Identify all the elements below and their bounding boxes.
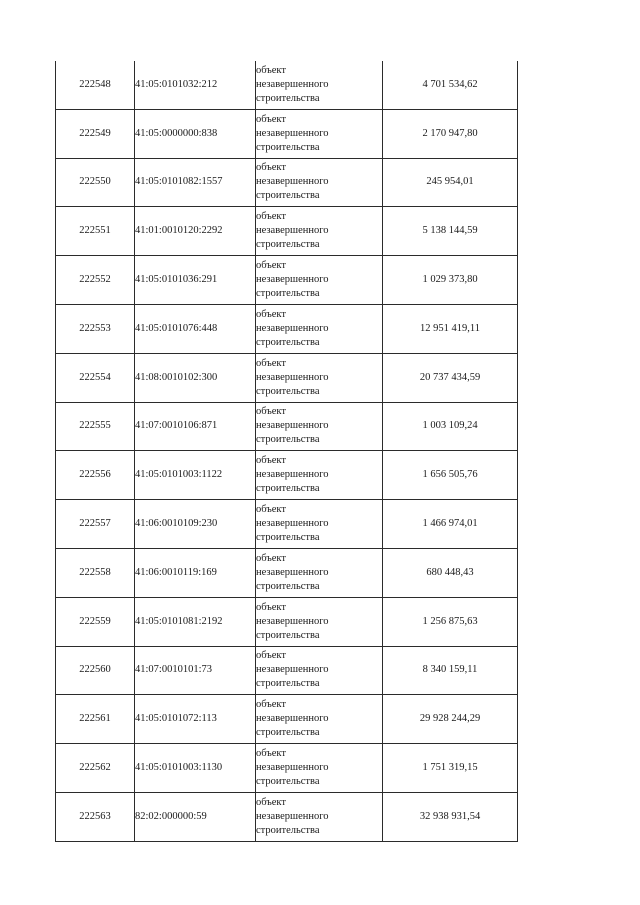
- registry-number-cell: 222557: [56, 500, 135, 549]
- registry-number-cell: 222558: [56, 548, 135, 597]
- registry-number-cell: 222562: [56, 744, 135, 793]
- cadastral-value-cell: 1 656 505,76: [383, 451, 518, 500]
- object-type-line: объект: [256, 455, 286, 467]
- registry-number-cell: 222559: [56, 597, 135, 646]
- cadastral-number-cell: 41:06:0010119:169: [135, 548, 256, 597]
- registry-number-cell: 222560: [56, 646, 135, 695]
- registry-number-cell: 222563: [56, 792, 135, 841]
- object-type-line: объект: [256, 699, 286, 711]
- cadastral-number-cell: 41:05:0101032:212: [135, 61, 256, 109]
- registry-number-cell: 222552: [56, 256, 135, 305]
- object-type-line: незавершенного: [256, 615, 329, 627]
- cadastral-number-cell: 41:05:0101076:448: [135, 304, 256, 353]
- object-type-cell: [256, 451, 383, 500]
- object-type-line: строительства: [256, 824, 320, 836]
- table-row: [56, 744, 518, 793]
- cadastral-value-cell: 32 938 931,54: [383, 792, 518, 841]
- cadastral-value-cell: 1 256 875,63: [383, 597, 518, 646]
- object-type-line: строительства: [256, 483, 320, 495]
- object-type-line: объект: [256, 552, 286, 564]
- cadastral-value-cell: 4 701 534,62: [383, 61, 518, 109]
- object-type-line: строительства: [256, 141, 320, 153]
- object-type-line: строительства: [256, 727, 320, 739]
- cadastral-value-cell: 8 340 159,11: [383, 646, 518, 695]
- object-type-line: строительства: [256, 629, 320, 641]
- table-row: [56, 695, 518, 744]
- object-type-line: строительства: [256, 434, 320, 446]
- object-type-line: строительства: [256, 92, 320, 104]
- cadastral-number-cell: 41:05:0101003:1130: [135, 744, 256, 793]
- cadastral-number-cell: 82:02:000000:59: [135, 792, 256, 841]
- object-type-cell: [256, 304, 383, 353]
- object-type-line: строительства: [256, 580, 320, 592]
- object-type-line: незавершенного: [256, 469, 329, 481]
- object-type-line: объект: [256, 113, 286, 125]
- object-type-line: объект: [256, 357, 286, 369]
- object-type-line: объект: [256, 650, 286, 662]
- table-row: [56, 646, 518, 695]
- object-type-line: объект: [256, 796, 286, 808]
- object-type-line: строительства: [256, 776, 320, 788]
- cadastral-value-cell: 2 170 947,80: [383, 109, 518, 158]
- object-type-line: строительства: [256, 678, 320, 690]
- object-type-cell: [256, 597, 383, 646]
- table-row: [56, 402, 518, 451]
- object-type-cell: [256, 158, 383, 207]
- cadastral-number-cell: 41:07:0010101:73: [135, 646, 256, 695]
- table-row: [56, 597, 518, 646]
- object-type-line: незавершенного: [256, 713, 329, 725]
- cadastral-value-cell: 29 928 244,29: [383, 695, 518, 744]
- object-type-line: строительства: [256, 532, 320, 544]
- table-row: [56, 256, 518, 305]
- table-row: [56, 451, 518, 500]
- object-type-cell: [256, 744, 383, 793]
- object-type-line: незавершенного: [256, 225, 329, 237]
- object-type-cell: [256, 256, 383, 305]
- registry-number-cell: 222561: [56, 695, 135, 744]
- cadastral-number-cell: 41:05:0101072:113: [135, 695, 256, 744]
- registry-number-cell: 222553: [56, 304, 135, 353]
- property-registry-table: [55, 61, 518, 842]
- cadastral-number-cell: 41:01:0010120:2292: [135, 207, 256, 256]
- object-type-line: строительства: [256, 336, 320, 348]
- object-type-cell: [256, 109, 383, 158]
- registry-number-cell: 222555: [56, 402, 135, 451]
- cadastral-value-cell: 1 029 373,80: [383, 256, 518, 305]
- object-type-line: незавершенного: [256, 176, 329, 188]
- object-type-cell: [256, 548, 383, 597]
- cadastral-value-cell: 1 003 109,24: [383, 402, 518, 451]
- table-row: [56, 207, 518, 256]
- object-type-line: незавершенного: [256, 664, 329, 676]
- registry-number-cell: 222549: [56, 109, 135, 158]
- object-type-cell: [256, 353, 383, 402]
- table-row: [56, 158, 518, 207]
- cadastral-value-cell: 5 138 144,59: [383, 207, 518, 256]
- cadastral-number-cell: 41:07:0010106:871: [135, 402, 256, 451]
- object-type-line: строительства: [256, 190, 320, 202]
- cadastral-number-cell: 41:05:0101082:1557: [135, 158, 256, 207]
- object-type-line: объект: [256, 504, 286, 516]
- registry-body: [56, 61, 518, 841]
- cadastral-value-cell: 1 466 974,01: [383, 500, 518, 549]
- object-type-line: строительства: [256, 385, 320, 397]
- cadastral-number-cell: 41:05:0101081:2192: [135, 597, 256, 646]
- cadastral-number-cell: 41:05:0101036:291: [135, 256, 256, 305]
- object-type-line: объект: [256, 601, 286, 613]
- object-type-cell: [256, 695, 383, 744]
- object-type-cell: [256, 61, 383, 109]
- object-type-line: незавершенного: [256, 274, 329, 286]
- object-type-line: незавершенного: [256, 566, 329, 578]
- object-type-line: объект: [256, 308, 286, 320]
- object-type-line: незавершенного: [256, 127, 329, 139]
- object-type-line: незавершенного: [256, 518, 329, 530]
- cadastral-value-cell: 245 954,01: [383, 158, 518, 207]
- object-type-line: объект: [256, 748, 286, 760]
- object-type-line: незавершенного: [256, 322, 329, 334]
- object-type-line: объект: [256, 162, 286, 174]
- object-type-line: объект: [256, 64, 286, 76]
- cadastral-value-cell: 1 751 319,15: [383, 744, 518, 793]
- object-type-cell: [256, 402, 383, 451]
- object-type-cell: [256, 207, 383, 256]
- registry-number-cell: 222554: [56, 353, 135, 402]
- object-type-cell: [256, 792, 383, 841]
- cadastral-number-cell: 41:05:0101003:1122: [135, 451, 256, 500]
- registry-number-cell: 222548: [56, 61, 135, 109]
- object-type-line: объект: [256, 406, 286, 418]
- object-type-line: объект: [256, 260, 286, 272]
- cadastral-value-cell: 20 737 434,59: [383, 353, 518, 402]
- cadastral-number-cell: 41:06:0010109:230: [135, 500, 256, 549]
- object-type-line: незавершенного: [256, 810, 329, 822]
- object-type-cell: [256, 646, 383, 695]
- object-type-line: незавершенного: [256, 762, 329, 774]
- object-type-line: незавершенного: [256, 78, 329, 90]
- registry-number-cell: 222550: [56, 158, 135, 207]
- table-row: [56, 304, 518, 353]
- object-type-line: строительства: [256, 239, 320, 251]
- table-row: [56, 792, 518, 841]
- object-type-cell: [256, 500, 383, 549]
- object-type-line: незавершенного: [256, 371, 329, 383]
- registry-number-cell: 222556: [56, 451, 135, 500]
- object-type-line: строительства: [256, 288, 320, 300]
- cadastral-number-cell: 41:08:0010102:300: [135, 353, 256, 402]
- table-row: [56, 500, 518, 549]
- cadastral-value-cell: 12 951 419,11: [383, 304, 518, 353]
- cadastral-value-cell: 680 448,43: [383, 548, 518, 597]
- table-row: [56, 61, 518, 109]
- object-type-line: объект: [256, 211, 286, 223]
- table-row: [56, 109, 518, 158]
- table-row: [56, 548, 518, 597]
- registry-number-cell: 222551: [56, 207, 135, 256]
- object-type-line: незавершенного: [256, 420, 329, 432]
- cadastral-number-cell: 41:05:0000000:838: [135, 109, 256, 158]
- table-row: [56, 353, 518, 402]
